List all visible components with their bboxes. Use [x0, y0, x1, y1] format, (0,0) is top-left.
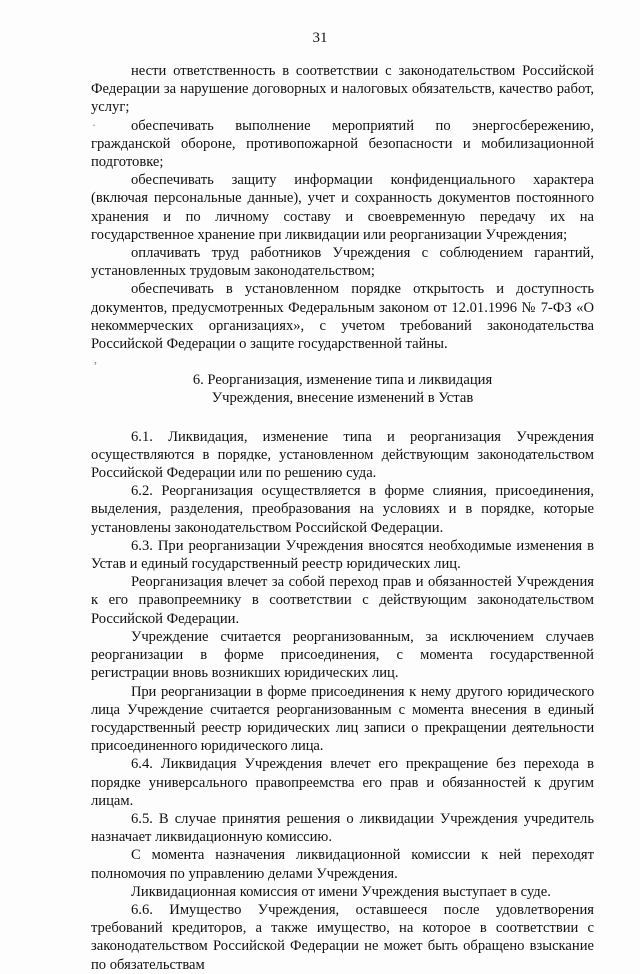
scan-speck: ,: [94, 352, 97, 366]
paragraph: обеспечивать выполнение мероприятий по энергосбережению, гражданской обороне, противопожарной безопасности и мобилизационной подготовке;: [91, 117, 594, 171]
document-body: [91, 62, 594, 974]
paragraph: оплачивать труд работников Учреждения с соблюдением гарантий, установленных трудовым законодательством;: [91, 245, 594, 280]
paragraph: Ликвидационная комиссия от имени Учреждения выступает в суде.: [131, 883, 551, 900]
paragraph: 6.3. При реорганизации Учреждения вносятся необходимые изменения в Устав и единый государственный реестр юридических лиц.: [91, 537, 594, 573]
paragraph: обеспечивать в установленном порядке открытость и доступность документов, предусмотренных Федеральным законом от 12.01.1996 № 7-ФЗ «О некоммерческих организациях», с учетом требований законодательства Российской Федерации о защите государственной тайны.: [91, 281, 594, 353]
paragraph: При реорганизации в форме присоединения к нему другого юридического лица Учреждение считается реорганизованным с момента внесения в единый государственный реестр юридических лиц записи о прекращении деятельности присоединенного юридического лица.: [91, 683, 594, 755]
paragraph: Реорганизация влечет за собой переход прав и обязанностей Учреждения к его правопреемнику в соответствии с действующим законодательством Российской Федерации.: [91, 574, 594, 627]
paragraph: 6.6. Имущество Учреждения, оставшееся после удовлетворения требований кредиторов, а также имущество, на которое в соответствии с законодательством Российской Федерации не может быть обращено взыскание по обязательствам: [91, 901, 594, 973]
paragraph: 6.4. Ликвидация Учреждения влечет его прекращение без перехода в порядке универсального правопреемства его прав и обязанностей к другим лицам.: [91, 756, 594, 809]
paragraph: нести ответственность в соответствии с законодательством Российской Федерации за нарушение договорных и налоговых обязательств, качество работ, услуг;: [91, 63, 594, 116]
paragraph: Учреждение считается реорганизованным, за исключением случаев реорганизации в форме присоединения, с момента государственной регистрации вновь возникших юридических лиц.: [91, 628, 594, 682]
paragraph: 6.5. В случае принятия решения о ликвидации Учреждения учредитель назначает ликвидационную комиссию.: [91, 810, 594, 846]
scan-speck: ·: [92, 118, 96, 132]
paragraph: 6.1. Ликвидация, изменение типа и реорганизация Учреждения осуществляются в порядке, установленном действующим законодательством Российской Федерации или по решению суда.: [91, 428, 594, 482]
page-number: 31: [312, 30, 328, 46]
paragraph: обеспечивать защиту информации конфиденциального характера (включая персональные данные), учет и сохранность документов постоянного хранения и по личному составу и своевременную передачу их на государственное хранение при ликвидации или реорганизации Учреждения;: [91, 172, 594, 243]
paragraph: С момента назначения ликвидационной комиссии к ней переходят полномочия по управлению делами Учреждения.: [91, 847, 594, 882]
section-heading-line: Учреждения, внесение изменений в Устав: [211, 390, 474, 407]
paragraph: 6.2. Реорганизация осуществляется в форме слияния, присоединения, выделения, разделения, преобразования на условиях и в порядке, которые установлены законодательством Российской Федерации.: [91, 483, 594, 536]
section-heading: [91, 371, 594, 407]
section-heading-line: 6. Реорганизация, изменение типа и ликвидация: [192, 372, 493, 389]
